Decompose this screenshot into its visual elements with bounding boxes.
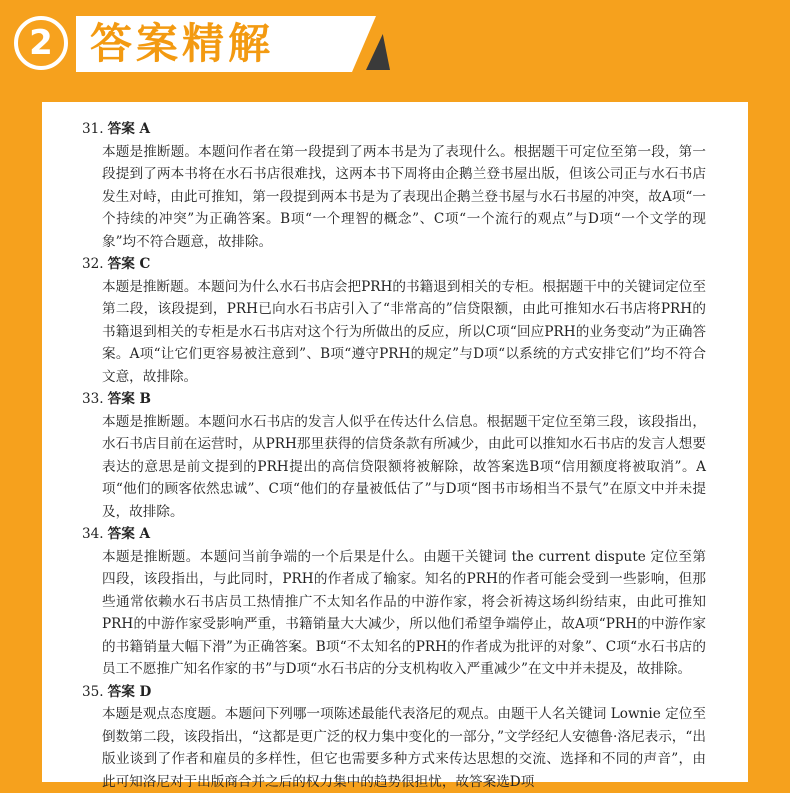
answer-explanation: 本题是推断题。本题问为什么水石书店会把PRH的书籍退到相关的专柜。根据题干中的关键词定位至第二段，该段提到，PRH已向水石书店引入了“非常高的”信贷限额，由此可推知水石书店将PRH的书籍退到相关的专柜是水石书店对这个行为所做出的反应，所以C项“回应PRH的业务变动”为正确答案。A项“让它们更容易被注意到”、B项“遵守PRH的规定”与D项“以系统的方式安排它们”均不符合文意，故排除。 (76, 276, 706, 389)
answer-heading (76, 523, 706, 546)
answer-label: 答案 C (108, 256, 151, 272)
answer-heading (76, 681, 706, 704)
answer-explanation: 本题是推断题。本题问当前争端的一个后果是什么。由题干关键词 the current dispute 定位至第四段，该段指出，与此同时，PRH的作者成了输家。知名的PRH的作者可能会受到一些影响，但那些通常依赖水石书店员工热情推广不太知名作品的中游作家，将会祈祷这场纠纷结束，由此可推知PRH的中游作家受影响严重，书籍销量大大减少，所以他们希望争端停止，故A项“PRH的中游作家的书籍销量大幅下滑”为正确答案。B项“不太知名的PRH的作者成为批评的对象”、C项“水石书店的员工不愿推广知名作家的书”与D项“水石书店的分支机构收入严重减少”在文中并未提及，故排除。 (76, 546, 706, 681)
section-title: 答案精解 (90, 16, 274, 72)
answer-heading (76, 253, 706, 276)
answer-item (76, 388, 706, 523)
answer-item (76, 681, 706, 793)
answer-heading (76, 118, 706, 141)
question-number: 34. (82, 526, 104, 542)
answer-list (76, 118, 706, 793)
answer-label: 答案 D (108, 684, 152, 700)
section-number-badge: 2 (14, 16, 68, 70)
answer-explanation: 本题是推断题。本题问作者在第一段提到了两本书是为了表现什么。根据题干可定位至第一段，第一段提到了两本书将在水石书店很难找，这两本书下周将由企鹅兰登书屋出版，但该公司正与水石书店发生对峙，由此可推知，第一段提到两本书是为了表现出企鹅兰登书屋与水石书屋的冲突，故A项“一个持续的冲突”为正确答案。B项“一个理智的概念”、C项“一个流行的观点”与D项“一个文学的现象”均不符合题意，故排除。 (76, 141, 706, 254)
question-number: 33. (82, 391, 104, 407)
answer-heading (76, 388, 706, 411)
answer-explanation: 本题是推断题。本题问水石书店的发言人似乎在传达什么信息。根据题干定位至第三段，该段指出，水石书店目前在运营时，从PRH那里获得的信贷条款有所减少，由此可以推知水石书店的发言人想要表达的意思是前文提到的PRH提出的高信贷限额将被解除，故答案选B项“信用额度将被取消”。A项“他们的顾客依然忠诚”、C项“他们的存量被低估了”与D项“图书市场相当不景气”在原文中并未提及，故排除。 (76, 411, 706, 524)
question-number: 35. (82, 684, 104, 700)
section-header (0, 0, 790, 90)
question-number: 32. (82, 256, 104, 272)
question-number: 31. (82, 121, 104, 137)
answer-explanation: 本题是观点态度题。本题问下列哪一项陈述最能代表洛尼的观点。由题干人名关键词 Lownie 定位至倒数第二段，该段指出，“这都是更广泛的权力集中变化的一部分，”文学经纪人安德鲁·洛尼表示，“出版业谈到了作者和雇员的多样性，但它也需要多种方式来传达思想的交流、选择和不同的声音”，由此可知洛尼对于出版商合并之后的权力集中的趋势很担忧，故答案选D项 (76, 703, 706, 793)
title-corner-decoration (366, 34, 390, 70)
answer-item (76, 523, 706, 681)
answer-label: 答案 B (108, 391, 151, 407)
answer-label: 答案 A (108, 526, 150, 542)
answer-label: 答案 A (108, 121, 150, 137)
answer-item (76, 118, 706, 253)
answer-item (76, 253, 706, 388)
